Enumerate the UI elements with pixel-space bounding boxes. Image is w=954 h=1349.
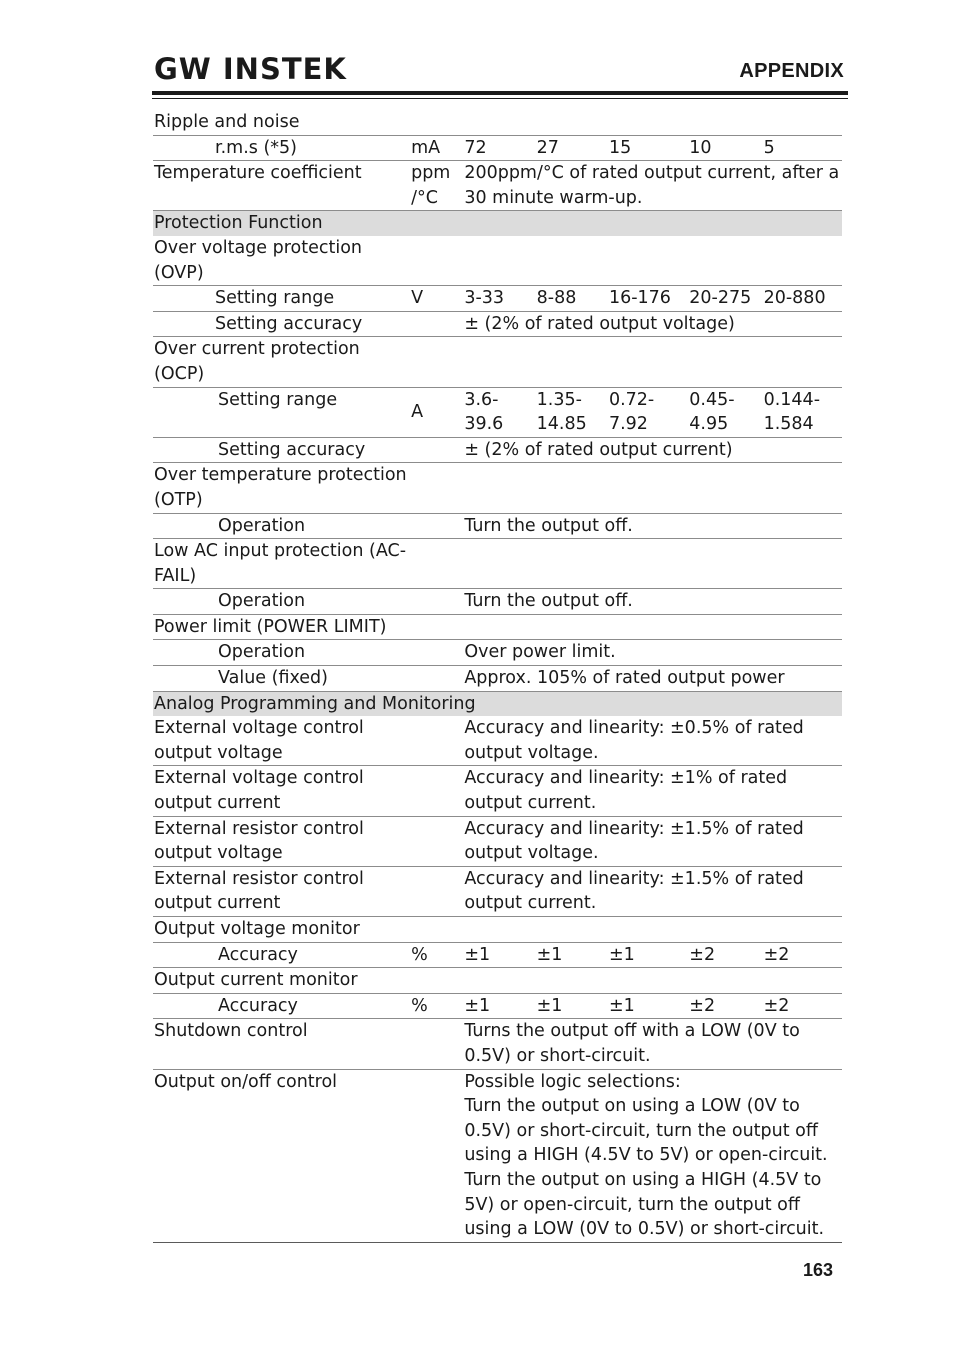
page-number: 163: [803, 1260, 834, 1280]
row-ocm-accuracy: [153, 993, 842, 1019]
row-label: Accuracy: [153, 942, 407, 968]
row-label: Setting range: [153, 286, 407, 312]
value-cell: 3.6- 39.6: [458, 387, 530, 437]
value-cell: Approx. 105% of rated output power: [458, 666, 842, 692]
row-label: Operation: [153, 589, 407, 615]
specification-table: [153, 110, 842, 1243]
value-cell: 8-88: [531, 286, 603, 312]
row-ext-resistor-control-voltage: [153, 816, 842, 866]
value-cell: ±1: [531, 942, 603, 968]
row-ovp-setting-accuracy: [153, 311, 842, 337]
value-cell: ±1: [458, 993, 530, 1019]
empty-cell: [407, 866, 458, 916]
value-cell: ±2: [683, 942, 757, 968]
row-otp: [153, 463, 842, 513]
row-label: External voltage control output current: [153, 766, 407, 816]
row-label: Ripple and noise: [153, 110, 842, 135]
value-cell: [458, 1069, 842, 1242]
unit-cell: ppm /°C: [407, 161, 458, 211]
row-ext-voltage-control-voltage: [153, 716, 842, 766]
empty-cell: [407, 816, 458, 866]
row-label: Over voltage protection (OVP): [153, 236, 407, 286]
unit-cell: A: [407, 387, 458, 437]
row-output-onoff-control: [153, 1069, 842, 1242]
value-cell: Accuracy and linearity: ±1.5% of rated output voltage.: [458, 816, 842, 866]
value-cell: Accuracy and linearity: ±0.5% of rated output voltage.: [458, 716, 842, 766]
row-ripple-noise: [153, 110, 842, 135]
unit-cell: %: [407, 993, 458, 1019]
row-label: Setting accuracy: [153, 437, 407, 463]
value-cell: ±1: [603, 993, 683, 1019]
value-cell: 20-275: [683, 286, 757, 312]
section-title: APPENDIX: [739, 60, 844, 82]
section-heading: Protection Function: [153, 211, 842, 236]
row-output-current-monitor: [153, 968, 842, 994]
unit-cell: mA: [407, 135, 458, 161]
section-analog-programming: [153, 691, 842, 716]
value-cell: 0.45- 4.95: [683, 387, 757, 437]
empty-cell: [407, 666, 458, 692]
value-cell: 10: [683, 135, 757, 161]
value-cell: ±1: [458, 942, 530, 968]
row-label: External resistor control output voltage: [153, 816, 407, 866]
empty-cell: [407, 640, 458, 666]
row-temperature-coefficient: [153, 161, 842, 211]
unit-cell: %: [407, 942, 458, 968]
gw-instek-logo: GW INSTEK: [154, 52, 347, 86]
empty-cell: [407, 437, 458, 463]
value-cell: 3-33: [458, 286, 530, 312]
row-ext-voltage-control-current: [153, 766, 842, 816]
empty-cell: [407, 539, 842, 589]
section-protection-function: [153, 211, 842, 236]
value-cell: ±2: [758, 993, 842, 1019]
empty-cell: [407, 716, 458, 766]
logic-line: Possible logic selections:: [464, 1071, 681, 1092]
row-ocp: [153, 337, 842, 387]
row-label: Accuracy: [153, 993, 407, 1019]
row-label: Operation: [153, 640, 407, 666]
value-cell: 27: [531, 135, 603, 161]
value-cell: ± (2% of rated output voltage): [458, 311, 842, 337]
empty-cell: [407, 1019, 458, 1069]
empty-cell: [407, 766, 458, 816]
empty-cell: [407, 463, 842, 513]
row-ac-fail-operation: [153, 589, 842, 615]
row-label: Temperature coefficient: [153, 161, 407, 211]
row-label: Over temperature protection (OTP): [153, 463, 407, 513]
row-ovp-setting-range: [153, 286, 842, 312]
value-cell: 72: [458, 135, 530, 161]
row-label: Shutdown control: [153, 1019, 407, 1069]
row-label: Power limit (POWER LIMIT): [153, 614, 842, 640]
row-ocp-setting-accuracy: [153, 437, 842, 463]
value-cell: ±1: [603, 942, 683, 968]
row-label: External resistor control output current: [153, 866, 407, 916]
row-label: Low AC input protection (AC-FAIL): [153, 539, 407, 589]
value-cell: ±2: [758, 942, 842, 968]
row-label: External voltage control output voltage: [153, 716, 407, 766]
header-rule-thin: [152, 98, 848, 99]
row-label: r.m.s (*5): [153, 135, 407, 161]
row-ext-resistor-control-current: [153, 866, 842, 916]
value-cell: ± (2% of rated output current): [458, 437, 842, 463]
value-cell: Turns the output off with a LOW (0V to 0.5V) or short-circuit.: [458, 1019, 842, 1069]
empty-cell: [407, 1069, 458, 1242]
row-ac-fail: [153, 539, 842, 589]
row-power-limit-value: [153, 666, 842, 692]
row-ovp: [153, 236, 842, 286]
row-power-limit-operation: [153, 640, 842, 666]
value-cell: 5: [758, 135, 842, 161]
empty-cell: [407, 311, 458, 337]
row-ocp-setting-range: [153, 387, 842, 437]
value-cell: ±1: [531, 993, 603, 1019]
row-label: Over current protection (OCP): [153, 337, 407, 387]
row-otp-operation: [153, 513, 842, 539]
value-cell: 1.35- 14.85: [531, 387, 603, 437]
row-rms: [153, 135, 842, 161]
value-cell: 0.144- 1.584: [758, 387, 842, 437]
value-cell: 15: [603, 135, 683, 161]
logic-line: Turn the output on using a LOW (0V to 0.5V) or short-circuit, turn the output off using a HIGH (4.5V to 5V) or open-circuit.: [464, 1096, 828, 1166]
row-power-limit: [153, 614, 842, 640]
value-cell: Turn the output off.: [458, 513, 842, 539]
row-label: Output voltage monitor: [153, 917, 842, 943]
value-cell: ±2: [683, 993, 757, 1019]
row-label: Setting range: [153, 387, 407, 437]
row-label: Setting accuracy: [153, 311, 407, 337]
unit-cell: V: [407, 286, 458, 312]
row-label: Output on/off control: [153, 1069, 407, 1242]
empty-cell: [407, 589, 458, 615]
empty-cell: [407, 337, 842, 387]
value-cell: 16-176: [603, 286, 683, 312]
row-ovm-accuracy: [153, 942, 842, 968]
logic-line: Turn the output on using a HIGH (4.5V to 5V) or open-circuit, turn the output off using a LOW (0V to 0.5V) or short-circuit.: [464, 1169, 825, 1240]
section-heading: Analog Programming and Monitoring: [153, 691, 842, 716]
value-cell: Over power limit.: [458, 640, 842, 666]
empty-cell: [407, 236, 842, 286]
row-label: Output current monitor: [153, 968, 842, 994]
row-label: Operation: [153, 513, 407, 539]
value-cell: Turn the output off.: [458, 589, 842, 615]
value-cell: Accuracy and linearity: ±1.5% of rated output current.: [458, 866, 842, 916]
row-label: Value (fixed): [153, 666, 407, 692]
value-cell: Accuracy and linearity: ±1% of rated output current.: [458, 766, 842, 816]
empty-cell: [407, 513, 458, 539]
row-output-voltage-monitor: [153, 917, 842, 943]
value-cell: 0.72- 7.92: [603, 387, 683, 437]
header-rule-thick: [152, 91, 848, 95]
row-shutdown-control: [153, 1019, 842, 1069]
value-cell: 200ppm/°C of rated output current, after a 30 minute warm-up.: [458, 161, 842, 211]
value-cell: 20-880: [758, 286, 842, 312]
